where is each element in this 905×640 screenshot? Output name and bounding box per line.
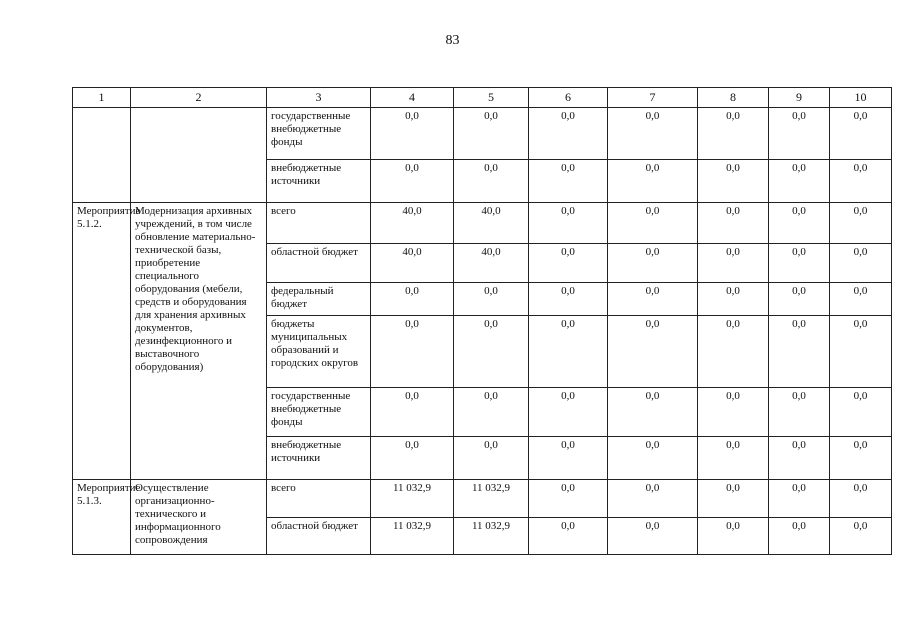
value-cell: 0,0 — [454, 108, 529, 160]
value-cell: 0,0 — [608, 388, 698, 437]
value-cell: 0,0 — [698, 437, 769, 480]
value-cell: 0,0 — [529, 518, 608, 555]
funding-source: областной бюджет — [267, 518, 371, 555]
value-cell: 0,0 — [529, 160, 608, 203]
value-cell: 0,0 — [608, 160, 698, 203]
value-cell: 0,0 — [529, 108, 608, 160]
header-cell: 4 — [371, 88, 454, 108]
value-cell: 0,0 — [608, 480, 698, 518]
value-cell: 0,0 — [454, 388, 529, 437]
value-cell: 0,0 — [608, 437, 698, 480]
header-cell: 2 — [131, 88, 267, 108]
value-cell: 0,0 — [454, 316, 529, 388]
value-cell: 0,0 — [830, 108, 892, 160]
header-cell: 3 — [267, 88, 371, 108]
activity-name: Осуществление организационно-технического и информационного сопровождения — [131, 480, 267, 555]
value-cell: 0,0 — [698, 160, 769, 203]
value-cell: 0,0 — [698, 518, 769, 555]
value-cell: 0,0 — [769, 283, 830, 316]
value-cell: 0,0 — [830, 518, 892, 555]
value-cell: 11 032,9 — [454, 518, 529, 555]
value-cell: 0,0 — [608, 518, 698, 555]
value-cell: 0,0 — [830, 244, 892, 283]
value-cell: 0,0 — [830, 316, 892, 388]
header-cell: 5 — [454, 88, 529, 108]
header-cell: 1 — [73, 88, 131, 108]
value-cell: 0,0 — [608, 203, 698, 244]
value-cell: 0,0 — [608, 316, 698, 388]
value-cell: 40,0 — [454, 244, 529, 283]
table-row — [73, 108, 892, 160]
activity-name: Модернизация архивных учреждений, в том числе обновление материально-технической базы, приобретение специального оборудования (мебели, средств и оборудования для хранения архивных документов, дезинфекционного и выставочного оборудования) — [131, 203, 267, 480]
header-cell: 9 — [769, 88, 830, 108]
value-cell: 0,0 — [698, 244, 769, 283]
funding-source: всего — [267, 203, 371, 244]
funding-source: областной бюджет — [267, 244, 371, 283]
funding-source: бюджеты муниципальных образований и городских округов — [267, 316, 371, 388]
value-cell: 0,0 — [454, 160, 529, 203]
activity-code: Мероприятие 5.1.2. — [73, 203, 131, 480]
value-cell: 0,0 — [769, 108, 830, 160]
value-cell: 0,0 — [529, 388, 608, 437]
header-cell: 7 — [608, 88, 698, 108]
page-number: 83 — [445, 33, 460, 48]
value-cell: 0,0 — [371, 316, 454, 388]
table-row — [73, 203, 892, 244]
value-cell: 0,0 — [698, 480, 769, 518]
value-cell: 0,0 — [830, 437, 892, 480]
value-cell: 0,0 — [769, 437, 830, 480]
value-cell: 0,0 — [698, 316, 769, 388]
value-cell: 0,0 — [529, 437, 608, 480]
table-header — [73, 88, 892, 108]
value-cell: 0,0 — [769, 518, 830, 555]
table-row — [73, 480, 892, 518]
value-cell: 0,0 — [371, 160, 454, 203]
value-cell: 40,0 — [371, 203, 454, 244]
value-cell: 0,0 — [608, 283, 698, 316]
value-cell: 0,0 — [371, 437, 454, 480]
value-cell: 0,0 — [698, 108, 769, 160]
activity-code: Мероприятие 5.1.3. — [73, 480, 131, 555]
value-cell: 0,0 — [830, 388, 892, 437]
value-cell: 11 032,9 — [371, 480, 454, 518]
value-cell: 0,0 — [371, 388, 454, 437]
header-row — [73, 88, 892, 108]
value-cell: 0,0 — [830, 160, 892, 203]
header-cell: 6 — [529, 88, 608, 108]
value-cell: 0,0 — [769, 480, 830, 518]
value-cell: 0,0 — [769, 160, 830, 203]
activity-code-cell — [73, 108, 131, 203]
value-cell: 0,0 — [608, 244, 698, 283]
funding-source: государственные внебюджетные фонды — [267, 388, 371, 437]
value-cell: 0,0 — [830, 480, 892, 518]
value-cell: 0,0 — [529, 283, 608, 316]
value-cell: 0,0 — [698, 203, 769, 244]
value-cell: 0,0 — [608, 108, 698, 160]
budget-table — [72, 87, 892, 555]
value-cell: 0,0 — [769, 388, 830, 437]
header-cell: 10 — [830, 88, 892, 108]
value-cell: 0,0 — [529, 480, 608, 518]
value-cell: 0,0 — [529, 316, 608, 388]
value-cell: 0,0 — [769, 316, 830, 388]
activity-name-cell — [131, 108, 267, 203]
value-cell: 40,0 — [454, 203, 529, 244]
value-cell: 0,0 — [371, 283, 454, 316]
value-cell: 0,0 — [698, 388, 769, 437]
value-cell: 0,0 — [830, 283, 892, 316]
funding-source: всего — [267, 480, 371, 518]
value-cell: 0,0 — [454, 283, 529, 316]
value-cell: 0,0 — [529, 203, 608, 244]
value-cell: 0,0 — [830, 203, 892, 244]
funding-source: федеральный бюджет — [267, 283, 371, 316]
value-cell: 11 032,9 — [454, 480, 529, 518]
value-cell: 0,0 — [769, 203, 830, 244]
value-cell: 0,0 — [529, 244, 608, 283]
value-cell: 11 032,9 — [371, 518, 454, 555]
funding-source: внебюджетные источники — [267, 160, 371, 203]
funding-source: внебюджетные источники — [267, 437, 371, 480]
value-cell: 0,0 — [698, 283, 769, 316]
value-cell: 0,0 — [371, 108, 454, 160]
value-cell: 40,0 — [371, 244, 454, 283]
funding-source: государственные внебюджетные фонды — [267, 108, 371, 160]
header-cell: 8 — [698, 88, 769, 108]
value-cell: 0,0 — [769, 244, 830, 283]
value-cell: 0,0 — [454, 437, 529, 480]
